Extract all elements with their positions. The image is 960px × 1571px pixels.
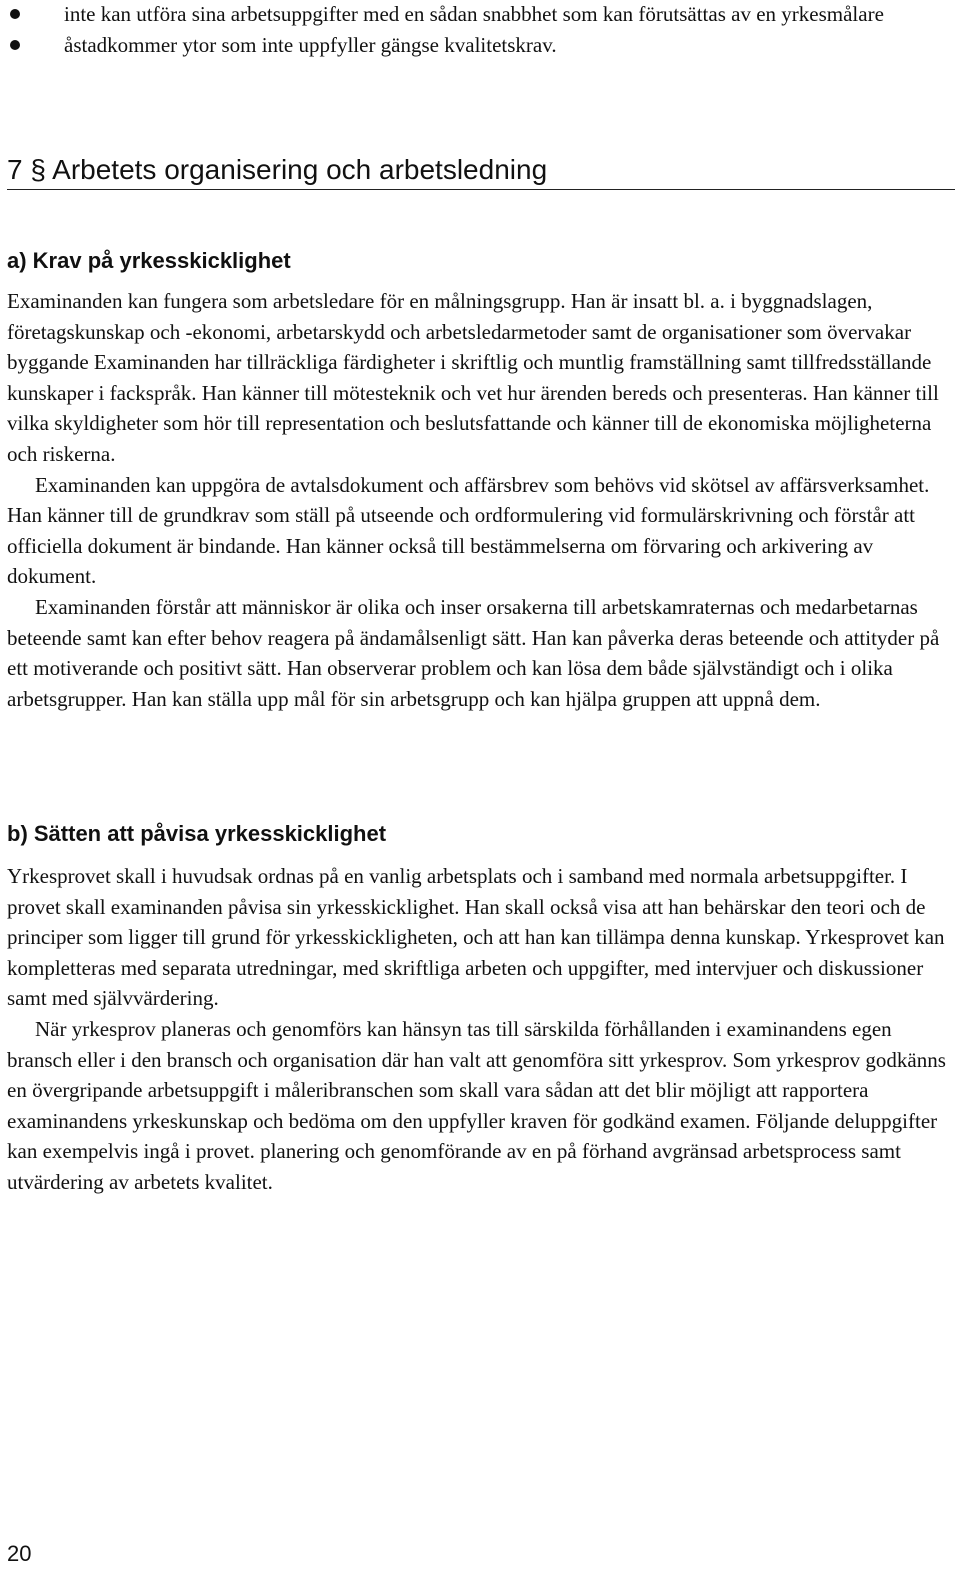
paragraph: När yrkesprov planeras och genomförs kan hänsyn tas till särskilda förhållanden i examinandens egen bransch eller i den bransch och organisation där han valt att genomföra sitt yrkesprov. Som yrkesprov godkänns en övergripande arbetsuppgift i måleribranschen som skall vara sådan att det blir möjligt att rapportera examinandens yrkeskunskap och bedöma om den uppfyller kraven för godkänd examen. Följande deluppgifter kan exempelvis ingå i provet. planering och genomförande av en på förhand avgränsad arbetsprocess samt utvärdering av arbetets kvalitet.	[7, 1016, 946, 1194]
paragraph-intro: Examinanden kan fungera som arbetsledare för en målningsgrupp. Han är insatt bl. a.	[7, 289, 725, 313]
page-number: 20	[7, 1541, 32, 1566]
bullet-list	[7, 0, 955, 60]
bullet-dot-icon	[10, 9, 20, 19]
paragraph: Examinanden förstår att människor är olika och inser orsakerna till arbetskamraternas och medarbetarnas beteende samt kan efter behov reagera på ändamålsenligt sätt. Han kan påverka deras beteende och attityder på ett motiverande och positivt sätt. Han observerar problem och kan lösa dem både självständigt och i olika arbetsgrupper. Han kan ställa upp mål för sin arbetsgrupp och kan hjälpa gruppen att uppnå dem.	[7, 594, 940, 711]
subsection-heading-a: a) Krav på yrkesskicklighet	[7, 248, 291, 273]
bullet-text: åstadkommer ytor som inte uppfyller gängse kvalitetskrav.	[64, 32, 557, 57]
paragraph-text: i byggnadslagen, företagskunskap och -ekonomi, arbetarskydd och arbetsledarmetoder samt de organisationer som övervakar byggande Examinanden har tillräckliga färdigheter i skriftlig och muntlig framställning samt tillfredsställande kunskaper i fackspråk. Han känner till mötesteknik och vet hur ärenden bereds och presenteras. Han känner till vilka skyldigheter som hör till representation och beslutsfattande och känner till de ekonomiska möjligheterna och riskerna.	[7, 289, 939, 466]
bullet-item	[7, 0, 955, 30]
paragraph: Examinanden kan uppgöra de avtalsdokument och affärsbrev som behövs vid skötsel av affärsverksamhet. Han känner till de grundkrav som ställ på utseende och ordformulering vid formulärskrivning och förstår att officiella dokument är bindande. Han känner också till bestämmelserna om förvaring och arkivering av dokument.	[7, 472, 930, 589]
section-title: 7 § Arbetets organisering och arbetsledning	[7, 153, 955, 190]
bullet-dot-icon	[10, 40, 20, 50]
subsection-heading-b: b) Sätten att påvisa yrkesskicklighet	[7, 821, 387, 846]
paragraph	[7, 286, 955, 470]
subsection-a-body	[7, 286, 955, 714]
paragraph: Yrkesprovet skall i huvudsak ordnas på en vanlig arbetsplats och i samband med normala arbetsuppgifter. I provet skall examinanden påvisa sin yrkesskicklighet. Han skall också visa att han behärskar den teori och de principer som ligger till grund för yrkesskickligheten, och att han kan tillämpa denna kunskap. Yrkesprovet kan kompletteras med separata utredningar, med skriftliga arbeten och uppgifter, med intervjuer och diskussioner samt med självvärdering.	[7, 864, 945, 1011]
bullet-item	[7, 30, 955, 61]
bullet-text: inte kan utföra sina arbetsuppgifter med en sådan snabbhet som kan förutsättas av en yrkesmålare	[64, 2, 884, 26]
subsection-b-body	[7, 861, 955, 1198]
